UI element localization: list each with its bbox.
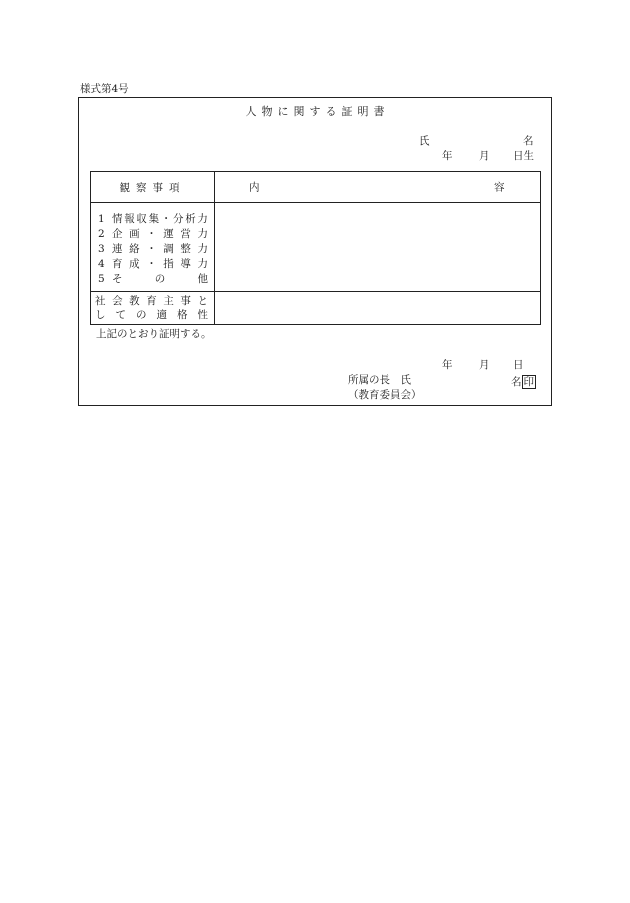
label-char: の bbox=[136, 309, 147, 321]
signer-organization: （教育委員会） bbox=[348, 389, 422, 401]
label-char: 適 bbox=[156, 309, 167, 321]
observation-item-label bbox=[112, 212, 208, 227]
table-row-items bbox=[91, 203, 541, 292]
label-char: し bbox=[95, 309, 106, 321]
observation-item-number: 3 bbox=[98, 243, 105, 255]
label-char: 主 bbox=[163, 295, 174, 307]
applicant-name-label-left: 氏 bbox=[419, 135, 430, 147]
issue-year-label: 年 bbox=[442, 359, 453, 371]
label-char: 教 bbox=[129, 295, 140, 307]
label-char: 力 bbox=[197, 213, 208, 225]
header-content bbox=[215, 172, 541, 203]
observation-item-number: 2 bbox=[98, 228, 105, 240]
header-content-char-b: 容 bbox=[494, 181, 505, 194]
label-char: ・ bbox=[160, 213, 172, 225]
label-char: 力 bbox=[197, 243, 208, 255]
applicant-name-label-right: 名 bbox=[523, 135, 534, 147]
label-char: 画 bbox=[129, 228, 140, 240]
signer-name-label bbox=[511, 375, 536, 389]
label-char: 力 bbox=[197, 228, 208, 240]
observation-item-label bbox=[112, 242, 208, 257]
birth-year-label: 年 bbox=[442, 150, 453, 162]
birth-day-label: 日生 bbox=[513, 150, 534, 162]
observation-item bbox=[98, 212, 208, 227]
birth-month-label: 月 bbox=[479, 150, 490, 162]
label-char: 他 bbox=[197, 273, 208, 285]
label-char: 整 bbox=[180, 243, 191, 255]
label-char: 収 bbox=[136, 213, 147, 225]
fitness-content-cell bbox=[215, 292, 541, 325]
fitness-label-cell bbox=[91, 292, 215, 325]
seal-mark: 印 bbox=[523, 376, 534, 388]
observation-item-number: 1 bbox=[98, 213, 105, 225]
form-number-label: 様式第4号 bbox=[80, 83, 129, 95]
label-char: 指 bbox=[163, 258, 174, 270]
document-title: 人物に関する証明書 bbox=[245, 105, 390, 118]
observation-table bbox=[90, 171, 541, 325]
label-char: ・ bbox=[146, 258, 157, 270]
header-content-char-a: 内 bbox=[249, 181, 260, 194]
label-char: 分 bbox=[173, 213, 184, 225]
issue-day-label: 日 bbox=[513, 359, 524, 371]
label-char: 育 bbox=[112, 258, 123, 270]
fitness-label-line1 bbox=[95, 294, 208, 308]
fitness-label-line2 bbox=[95, 308, 208, 322]
table-header-row bbox=[91, 172, 541, 203]
label-char: 性 bbox=[197, 309, 208, 321]
observation-item-number: 4 bbox=[98, 258, 105, 270]
label-char: 報 bbox=[124, 213, 135, 225]
label-char: 集 bbox=[148, 213, 160, 225]
label-char: 連 bbox=[112, 243, 123, 255]
label-char: 企 bbox=[112, 228, 123, 240]
label-char: と bbox=[197, 295, 208, 307]
label-char: 運 bbox=[163, 228, 174, 240]
label-char: 導 bbox=[180, 258, 191, 270]
observation-items-cell bbox=[91, 203, 215, 292]
label-char: 社 bbox=[95, 295, 106, 307]
label-char: の bbox=[154, 273, 166, 285]
label-char: 事 bbox=[180, 295, 191, 307]
label-char: 育 bbox=[146, 295, 157, 307]
label-char: そ bbox=[112, 273, 123, 285]
signer-name-char: 名 bbox=[511, 376, 522, 388]
issue-month-label: 月 bbox=[479, 359, 490, 371]
label-char: て bbox=[115, 309, 126, 321]
label-char: 調 bbox=[163, 243, 174, 255]
observation-item-label bbox=[112, 272, 208, 287]
label-char: ・ bbox=[146, 243, 157, 255]
observation-item bbox=[98, 272, 208, 287]
table-row-fitness bbox=[91, 292, 541, 325]
label-char: ・ bbox=[146, 228, 157, 240]
label-char: 成 bbox=[129, 258, 140, 270]
certify-statement: 上記のとおり証明する。 bbox=[96, 328, 212, 340]
observation-item bbox=[98, 227, 208, 242]
label-char: 会 bbox=[112, 295, 123, 307]
label-char: 情 bbox=[112, 213, 123, 225]
label-char: 営 bbox=[180, 228, 191, 240]
label-char: 絡 bbox=[129, 243, 140, 255]
observation-item-label bbox=[112, 227, 208, 242]
observation-item-label bbox=[112, 257, 208, 272]
signer-title: 所属の長 氏 bbox=[348, 374, 411, 386]
observation-item-number: 5 bbox=[98, 273, 105, 285]
observation-item bbox=[98, 257, 208, 272]
observation-item bbox=[98, 242, 208, 257]
header-observation-items: 観察事項 bbox=[91, 172, 215, 203]
label-char: 析 bbox=[185, 213, 196, 225]
observation-content-cell bbox=[215, 203, 541, 292]
label-char: 力 bbox=[197, 258, 208, 270]
label-char: 格 bbox=[177, 309, 188, 321]
